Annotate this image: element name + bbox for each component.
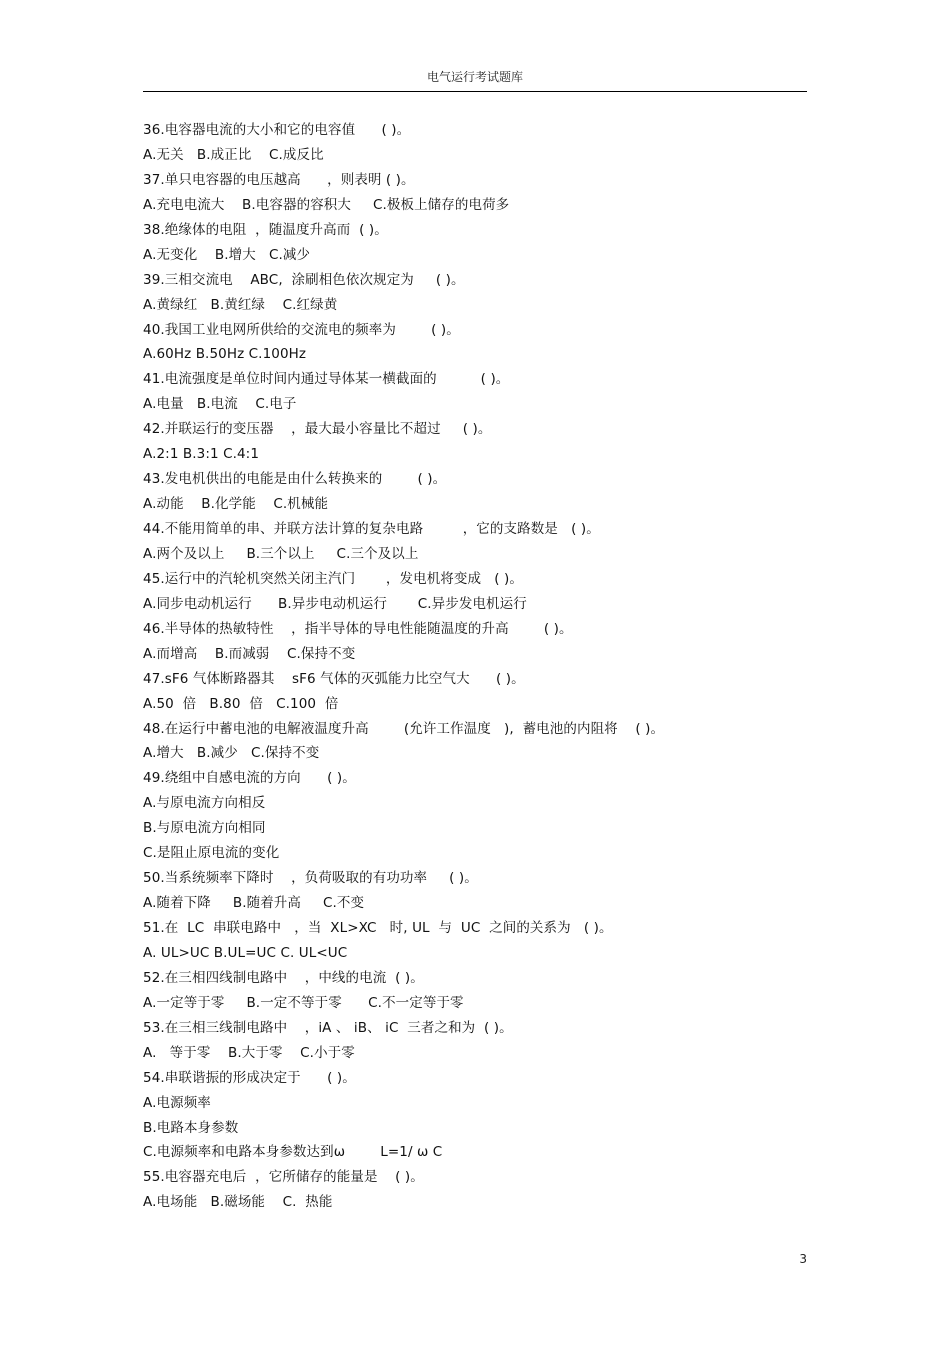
text-line: A.随着下降 B.随着升高 C.不变 <box>143 895 365 912</box>
text-line: 45.运行中的汽轮机突然关闭主汽门 ，发电机将变成 ( )。 <box>143 570 524 587</box>
text-line: 48.在运行中蓄电池的电解液温度升高 (允许工作温度 ), 蓄电池的内阻将 ( )。 <box>143 720 665 737</box>
text-line: A.电场能 B.磁场能 C. 热能 <box>143 1194 333 1211</box>
text-line: A.两个及以上 B.三个以上 C.三个及以上 <box>143 545 419 562</box>
text-line: 38.绝缘体的电阻 ，随温度升高而 ( )。 <box>143 221 388 238</box>
text-line: A.一定等于零 B.一定不等于零 C.不一定等于零 <box>143 994 464 1011</box>
text-line: 42.并联运行的变压器 ，最大最小容量比不超过 ( )。 <box>143 421 492 438</box>
text-line: C.电源频率和电路本身参数达到ω L=1/ ω C <box>143 1144 443 1161</box>
text-line: 41.电流强度是单位时间内通过导体某一横截面的 ( )。 <box>143 371 510 388</box>
text-line: 39.三相交流电 ABC, 涂刷相色依次规定为 ( )。 <box>143 271 465 288</box>
text-line: A.动能 B.化学能 C.机械能 <box>143 496 329 513</box>
text-line: A.无变化 B.增大 C.减少 <box>143 246 311 263</box>
text-line: 44.不能用简单的串、并联方法计算的复杂电路 ，它的支路数是 ( )。 <box>143 521 600 537</box>
text-line: 46.半导体的热敏特性 ，指半导体的导电性能随温度的升高 ( )。 <box>143 620 573 637</box>
text-line: 36.电容器电流的大小和它的电容值 ( )。 <box>143 122 411 138</box>
text-line: A.与原电流方向相反 <box>143 795 266 812</box>
text-line: 43.发电机供出的电能是由什么转换来的 ( )。 <box>143 471 447 488</box>
text-line: 47.sF6 气体断路器其 sF6 气体的灭弧能力比空气大 ( )。 <box>143 670 525 687</box>
text-line: A.电源频率 <box>143 1094 211 1111</box>
text-line: 51.在 LC 串联电路中 ，当 XL>XC 时, UL 与 UC 之间的关系为 ( )。 <box>143 920 613 936</box>
text-line: 53.在三相三线制电路中 ，iA 、 iB、 iC 三者之和为 ( )。 <box>143 1019 513 1036</box>
text-line: 54.串联谐振的形成决定于 ( )。 <box>143 1069 356 1086</box>
text-line: 52.在三相四线制电路中 ，中线的电流 ( )。 <box>143 969 424 986</box>
text-line: A.无关 B.成正比 C.成反比 <box>143 146 324 163</box>
text-line: 40.我国工业电网所供给的交流电的频率为 ( )。 <box>143 321 460 338</box>
text-line: A.60Hz B.50Hz C.100Hz <box>143 346 307 363</box>
page-number: 3 <box>799 1252 807 1266</box>
text-line: 37.单只电容器的电压越高 ，则表明 ( )。 <box>143 171 415 188</box>
text-line: 49.绕组中自感电流的方向 ( )。 <box>143 770 356 787</box>
text-line: A.电量 B.电流 C.电子 <box>143 396 297 413</box>
text-line: A.而增高 B.而减弱 C.保持不变 <box>143 645 356 662</box>
header-divider <box>143 91 807 92</box>
text-line: A. 等于零 B.大于零 C.小于零 <box>143 1044 355 1061</box>
text-line: 50.当系统频率下降时 ，负荷吸取的有功功率 ( )。 <box>143 870 478 887</box>
text-line: A.50 倍 B.80 倍 C.100 倍 <box>143 695 339 712</box>
text-line: B.与原电流方向相同 <box>143 820 266 837</box>
question-list <box>143 118 807 1215</box>
text-line: A.充电电流大 B.电容器的容积大 C.极板上储存的电荷多 <box>143 196 510 213</box>
page-header-title: 电气运行考试题库 <box>426 70 523 84</box>
text-line: A.增大 B.减少 C.保持不变 <box>143 745 320 762</box>
text-line: B.电路本身参数 <box>143 1119 239 1136</box>
text-line: 55.电容器充电后 ，它所储存的能量是 ( )。 <box>143 1169 424 1186</box>
text-line: A.黄绿红 B.黄红绿 C.红绿黄 <box>143 296 338 313</box>
text-line: A.同步电动机运行 B.异步电动机运行 C.异步发电机运行 <box>143 595 527 612</box>
text-line: A. UL>UC B.UL=UC C. UL<UC <box>143 944 348 961</box>
text-line: A.2:1 B.3:1 C.4:1 <box>143 446 260 463</box>
text-line: C.是阻止原电流的变化 <box>143 845 280 862</box>
